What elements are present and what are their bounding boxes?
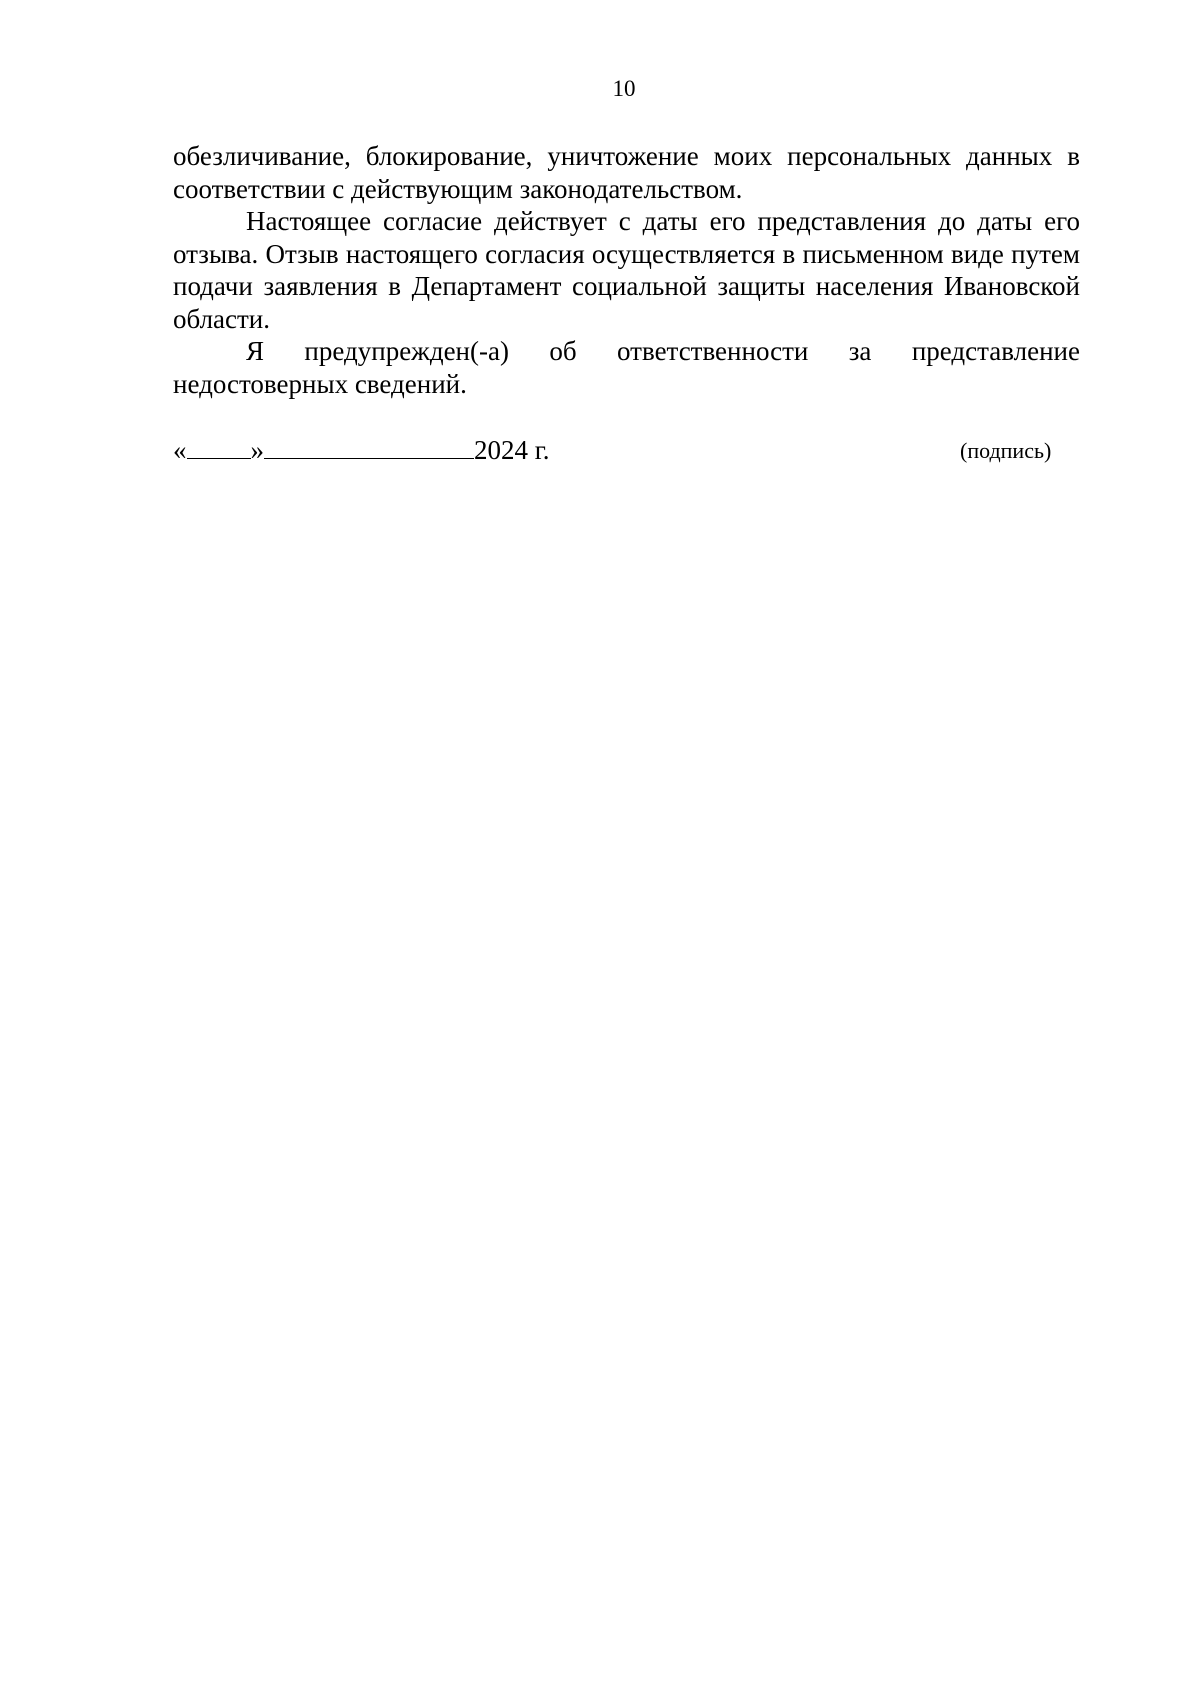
document-body: [173, 140, 1080, 400]
paragraph-continuation: обезличивание, блокирование, уничтожение моих персональных данных в соответствии с действующим законодательством.: [173, 141, 1080, 204]
date-year: 2024 г.: [474, 435, 550, 465]
date-open-quote: «: [173, 435, 187, 465]
day-blank-field: [187, 432, 251, 459]
date-line: [173, 432, 1073, 468]
signature-caption: (подпись): [960, 438, 1052, 463]
paragraph-consent-validity: Настоящее согласие действует с даты его представления до даты его отзыва. Отзыв настоящего согласия осуществляется в письменном виде путем подачи заявления в Департамент социальной защиты населения Ивановской области.: [173, 206, 1080, 334]
page-number: 10: [612, 76, 636, 101]
month-blank-field: [264, 432, 474, 459]
date-close-quote: »: [250, 435, 264, 465]
paragraph-responsibility-warning: Я предупрежден(-а) об ответственности за представление недостоверных сведений.: [173, 336, 1080, 399]
